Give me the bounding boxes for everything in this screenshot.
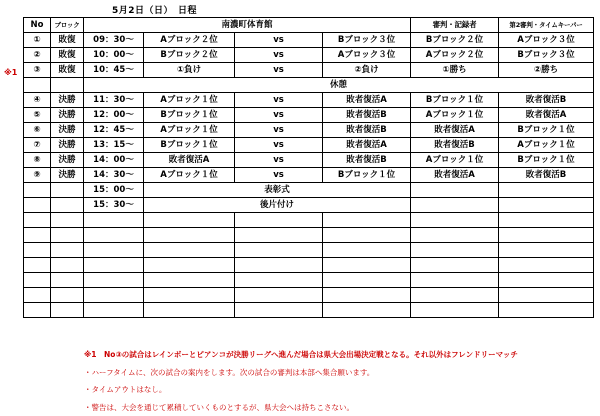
cell-no: ① <box>24 33 51 48</box>
cell-block <box>51 213 84 228</box>
cell-block: 決勝 <box>51 93 84 108</box>
schedule-table <box>23 17 594 318</box>
cell-team-a: Bブロック２位 <box>144 48 235 63</box>
cell-block <box>51 288 84 303</box>
cell-team-a: ①負け <box>144 63 235 78</box>
note-3: ・タイムアウトはなし。 <box>84 385 167 394</box>
cell-ref2: Aブロック３位 <box>499 33 594 48</box>
cell-no <box>24 198 51 213</box>
cell-team-a: Bブロック１位 <box>144 138 235 153</box>
cell-vs: vs <box>235 168 323 183</box>
cell-ref2: Bブロック３位 <box>499 48 594 63</box>
cell-no <box>24 288 51 303</box>
cell-ref1 <box>411 183 499 198</box>
cell-block <box>51 243 84 258</box>
cell-time: 10：45～ <box>84 63 144 78</box>
cell-ref2: Bブロック１位 <box>499 123 594 138</box>
cell-block <box>51 303 84 318</box>
cell-team-b: Aブロック３位 <box>323 48 411 63</box>
note-1: ※1 No③の試合はレインボーとピアンコが決勝リーグへ進んだ場合は県大会出場決定戦となる。それ以外はフレンドリーマッチ <box>84 350 518 359</box>
cell-time: 09：30～ <box>84 33 144 48</box>
cell-team-a <box>144 243 235 258</box>
cell-time <box>84 258 144 273</box>
cell-ref1 <box>411 243 499 258</box>
blank-row <box>24 303 594 318</box>
cell-block <box>51 258 84 273</box>
cell-ref1 <box>411 288 499 303</box>
cell-block <box>51 183 84 198</box>
schedule-body <box>24 33 594 318</box>
cell-time <box>84 213 144 228</box>
cell-ref1 <box>411 228 499 243</box>
table-row <box>24 78 594 93</box>
header-referee: 審判・記録者 <box>411 18 499 33</box>
cell-ref1: Aブロック１位 <box>411 153 499 168</box>
cell-ref2: 敗者復活B <box>499 168 594 183</box>
cell-ref2: Aブロック１位 <box>499 138 594 153</box>
cell-team-b <box>323 303 411 318</box>
cell-team-b: ②負け <box>323 63 411 78</box>
cell-ref2: ②勝ち <box>499 63 594 78</box>
cell-ref1 <box>411 303 499 318</box>
cell-no: ② <box>24 48 51 63</box>
cell-team-b <box>323 213 411 228</box>
cell-ref2 <box>499 198 594 213</box>
cell-ref1 <box>411 213 499 228</box>
cell-block: 敗復 <box>51 33 84 48</box>
cell-team-b: Bブロック３位 <box>323 33 411 48</box>
header-venue: 南濃町体育館 <box>84 18 411 33</box>
cell-ref2 <box>499 273 594 288</box>
cell-team-b: Bブロック１位 <box>323 168 411 183</box>
cell-team-b: 敗者復活A <box>323 138 411 153</box>
cell-ref1: ①勝ち <box>411 63 499 78</box>
cell-vs <box>235 303 323 318</box>
table-row <box>24 138 594 153</box>
cell-no: ⑦ <box>24 138 51 153</box>
footnote-marker: ※1 <box>4 68 18 77</box>
cell-team-a <box>144 273 235 288</box>
cell-team-a <box>144 303 235 318</box>
cell-block: 決勝 <box>51 138 84 153</box>
cell-no: ⑤ <box>24 108 51 123</box>
cell-team-a <box>144 213 235 228</box>
cell-vs <box>235 288 323 303</box>
cell-time <box>84 273 144 288</box>
cell-team-b <box>323 228 411 243</box>
cell-block: 敗復 <box>51 63 84 78</box>
cell-block: 決勝 <box>51 168 84 183</box>
cell-ref2: Bブロック１位 <box>499 153 594 168</box>
cell-team-b: 敗者復活A <box>323 93 411 108</box>
table-row <box>24 108 594 123</box>
cell-vs <box>235 273 323 288</box>
cell-time <box>84 288 144 303</box>
cell-vs <box>235 243 323 258</box>
cell-team-a: Aブロック１位 <box>144 168 235 183</box>
cell-no: ④ <box>24 93 51 108</box>
cell-block <box>51 273 84 288</box>
cell-no <box>24 243 51 258</box>
header-no: No <box>24 18 51 33</box>
cell-time: 15：30～ <box>84 198 144 213</box>
cell-ref2 <box>499 303 594 318</box>
cell-no <box>24 228 51 243</box>
table-row <box>24 153 594 168</box>
cell-ref2 <box>499 228 594 243</box>
event-label: 後片付け <box>144 198 411 213</box>
cell-block: 決勝 <box>51 153 84 168</box>
cell-no: ⑥ <box>24 123 51 138</box>
table-row <box>24 183 594 198</box>
cell-vs <box>235 258 323 273</box>
table-row <box>24 63 594 78</box>
cell-team-b <box>323 258 411 273</box>
cell-block: 決勝 <box>51 108 84 123</box>
event-label: 表彰式 <box>144 183 411 198</box>
page-title: 5月2日（日） 日程 <box>112 6 198 16</box>
cell-block <box>51 78 84 93</box>
cell-ref2: 敗者復活B <box>499 93 594 108</box>
cell-ref2 <box>499 243 594 258</box>
notes-section <box>84 346 594 416</box>
header-row <box>24 18 594 33</box>
cell-time: 12：00～ <box>84 108 144 123</box>
cell-block: 決勝 <box>51 123 84 138</box>
table-row <box>24 93 594 108</box>
cell-vs: vs <box>235 153 323 168</box>
cell-vs: vs <box>235 123 323 138</box>
cell-vs: vs <box>235 138 323 153</box>
table-row <box>24 33 594 48</box>
cell-ref1: Aブロック１位 <box>411 108 499 123</box>
break-label: 休憩 <box>84 78 594 93</box>
blank-row <box>24 273 594 288</box>
cell-ref2 <box>499 213 594 228</box>
blank-row <box>24 243 594 258</box>
cell-vs <box>235 228 323 243</box>
cell-time: 15：00～ <box>84 183 144 198</box>
cell-team-a: Aブロック１位 <box>144 93 235 108</box>
blank-row <box>24 228 594 243</box>
cell-ref1: 敗者復活B <box>411 138 499 153</box>
cell-team-a <box>144 258 235 273</box>
cell-vs <box>235 213 323 228</box>
cell-team-a: 敗者復活A <box>144 153 235 168</box>
cell-ref1: 敗者復活A <box>411 123 499 138</box>
cell-no: ⑨ <box>24 168 51 183</box>
cell-ref1: Bブロック１位 <box>411 93 499 108</box>
cell-team-b <box>323 288 411 303</box>
note-2: ・ハーフタイムに、次の試合の案内をします。次の試合の審判は本部へ集合願います。 <box>84 367 375 377</box>
cell-no <box>24 78 51 93</box>
cell-no: ⑧ <box>24 153 51 168</box>
header-block: ブロック <box>51 18 84 33</box>
cell-ref2 <box>499 183 594 198</box>
cell-ref1: 敗者復活A <box>411 168 499 183</box>
cell-ref1 <box>411 258 499 273</box>
table-row <box>24 168 594 183</box>
cell-team-b <box>323 243 411 258</box>
cell-ref1 <box>411 198 499 213</box>
cell-vs: vs <box>235 48 323 63</box>
cell-time <box>84 303 144 318</box>
table-row <box>24 198 594 213</box>
cell-ref2: 敗者復活A <box>499 108 594 123</box>
cell-team-b: 敗者復活B <box>323 108 411 123</box>
cell-time <box>84 228 144 243</box>
table-row <box>24 48 594 63</box>
cell-ref1 <box>411 273 499 288</box>
cell-no <box>24 303 51 318</box>
cell-time: 13：15～ <box>84 138 144 153</box>
cell-team-a <box>144 228 235 243</box>
cell-no <box>24 213 51 228</box>
cell-block <box>51 228 84 243</box>
cell-team-b <box>323 273 411 288</box>
cell-no <box>24 273 51 288</box>
cell-team-b: 敗者復活B <box>323 153 411 168</box>
cell-team-a: Bブロック１位 <box>144 108 235 123</box>
cell-team-a <box>144 288 235 303</box>
cell-team-a: Aブロック１位 <box>144 123 235 138</box>
blank-row <box>24 258 594 273</box>
cell-team-a: Aブロック２位 <box>144 33 235 48</box>
cell-time: 14：00～ <box>84 153 144 168</box>
table-row <box>24 123 594 138</box>
blank-row <box>24 213 594 228</box>
cell-time: 14：30～ <box>84 168 144 183</box>
cell-time: 12：45～ <box>84 123 144 138</box>
cell-no: ③ <box>24 63 51 78</box>
cell-no <box>24 258 51 273</box>
cell-vs: vs <box>235 63 323 78</box>
note-4: ・警告は、大会を通じて累積していくものとするが、県大会へは持ちこさない。 <box>84 402 354 412</box>
blank-row <box>24 288 594 303</box>
cell-block: 敗復 <box>51 48 84 63</box>
cell-ref2 <box>499 288 594 303</box>
cell-ref1: Aブロック２位 <box>411 48 499 63</box>
cell-ref1: Bブロック２位 <box>411 33 499 48</box>
cell-time: 11：30～ <box>84 93 144 108</box>
header-referee2: 第2審判・タイムキーパー <box>499 18 594 33</box>
cell-block <box>51 198 84 213</box>
cell-vs: vs <box>235 33 323 48</box>
cell-vs: vs <box>235 93 323 108</box>
cell-time: 10：00～ <box>84 48 144 63</box>
cell-vs: vs <box>235 108 323 123</box>
cell-ref2 <box>499 258 594 273</box>
cell-team-b: 敗者復活B <box>323 123 411 138</box>
cell-no <box>24 183 51 198</box>
cell-time <box>84 243 144 258</box>
